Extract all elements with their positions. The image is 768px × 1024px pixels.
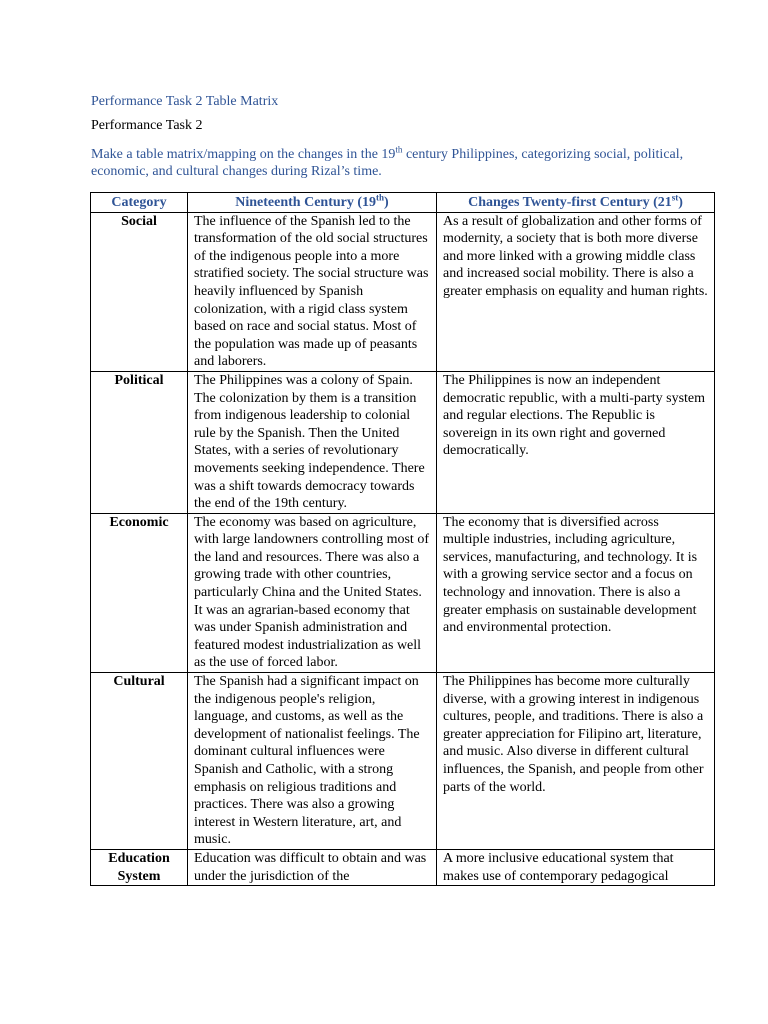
header-twentyfirst-close: )	[678, 195, 683, 210]
header-twentyfirst-century	[437, 193, 715, 213]
twentyfirst-cell	[437, 849, 715, 885]
category-cell: Social	[91, 212, 188, 371]
instructions-text-start: Make a table matrix/mapping on the changes in the 19	[91, 147, 396, 162]
table-header-row	[91, 193, 715, 213]
instructions-superscript: th	[395, 144, 403, 155]
header-twentyfirst-text: Changes Twenty-first Century (21	[468, 195, 672, 210]
twentyfirst-cell: The Philippines is now an independent democratic republic, with a multi-party system and regular elections. The Republic is sovereign in its own right and governed democratically.	[437, 371, 715, 513]
category-cell: Political	[91, 371, 188, 513]
header-nineteenth-text: Nineteenth Century (19	[235, 195, 377, 210]
table-row-social	[91, 212, 715, 371]
twentyfirst-cell: The Philippines has become more culturally diverse, with a growing interest in indigenous cultures, people, and traditions. There is also a greater appreciation for Filipino art, literature, and music. Also diverse in different cultural influences, the Spanish, and people from other parts of the world.	[437, 673, 715, 850]
twentyfirst-cell: As a result of globalization and other forms of modernity, a society that is both more diverse and more linked with a growing middle class and increased social mobility. There is also a greater emphasis on equality and human rights.	[437, 212, 715, 371]
header-category: Category	[91, 193, 188, 213]
category-cell: Cultural	[91, 673, 188, 850]
category-cell: Economic	[91, 513, 188, 672]
instructions-paragraph	[91, 146, 691, 180]
document-heading: Performance Task 2 Table Matrix	[91, 94, 279, 109]
category-cell: Education System	[91, 849, 188, 885]
twentyfirst-cell-text: A more inclusive educational system that makes use of contemporary pedagogical	[443, 850, 674, 884]
table-row-cultural	[91, 673, 715, 850]
table-row-economic	[91, 513, 715, 672]
header-nineteenth-century	[188, 193, 437, 213]
changes-table-matrix	[90, 192, 715, 886]
header-nineteenth-close: )	[384, 195, 389, 210]
table-row-political	[91, 371, 715, 513]
nineteenth-cell: The Spanish had a significant impact on the indigenous people's religion, language, and customs, as well as the development of nationalist feelings. The dominant cultural influences were Spanish and Catholic, with a strong emphasis on religious traditions and practices. There was also a growing interest in Western literature, art, and music.	[188, 673, 437, 850]
header-nineteenth-sup: th	[376, 192, 385, 203]
twentyfirst-cell: The economy that is diversified across multiple industries, including agriculture, services, manufacturing, and technology. It is with a growing service sector and a focus on technology and innovation. There is also a greater emphasis on sustainable development and environmental protection.	[437, 513, 715, 672]
document-subheading: Performance Task 2	[91, 118, 203, 133]
nineteenth-cell	[188, 849, 437, 885]
nineteenth-cell: The Philippines was a colony of Spain. The colonization by them is a transition from indigenous leadership to colonial rule by the Spanish. Then the United States, with a series of revolutionary movements seeking independence. There was a shift towards democracy towards the end of the 19th century.	[188, 371, 437, 513]
nineteenth-cell-text: Education was difficult to obtain and was under the jurisdiction of the	[194, 850, 427, 884]
table-row-education-system	[91, 849, 715, 885]
nineteenth-cell: The influence of the Spanish led to the transformation of the old social structures of the indigenous people into a more stratified society. The social structure was heavily influenced by Spanish colonization, with a rigid class system based on race and social status. Most of the population was made up of peasants and laborers.	[188, 212, 437, 371]
header-twentyfirst-sup: st	[671, 192, 679, 203]
instructions-text-end: century Philippines, categorizing social, political, economic, and cultural changes during Rizal’s time.	[91, 147, 684, 179]
nineteenth-cell: The economy was based on agriculture, with large landowners controlling most of the land and resources. There was also a growing trade with other countries, particularly China and the United States. It was an agrarian-based economy that was under Spanish administration and featured modest industrialization as well as the use of forced labor.	[188, 513, 437, 672]
